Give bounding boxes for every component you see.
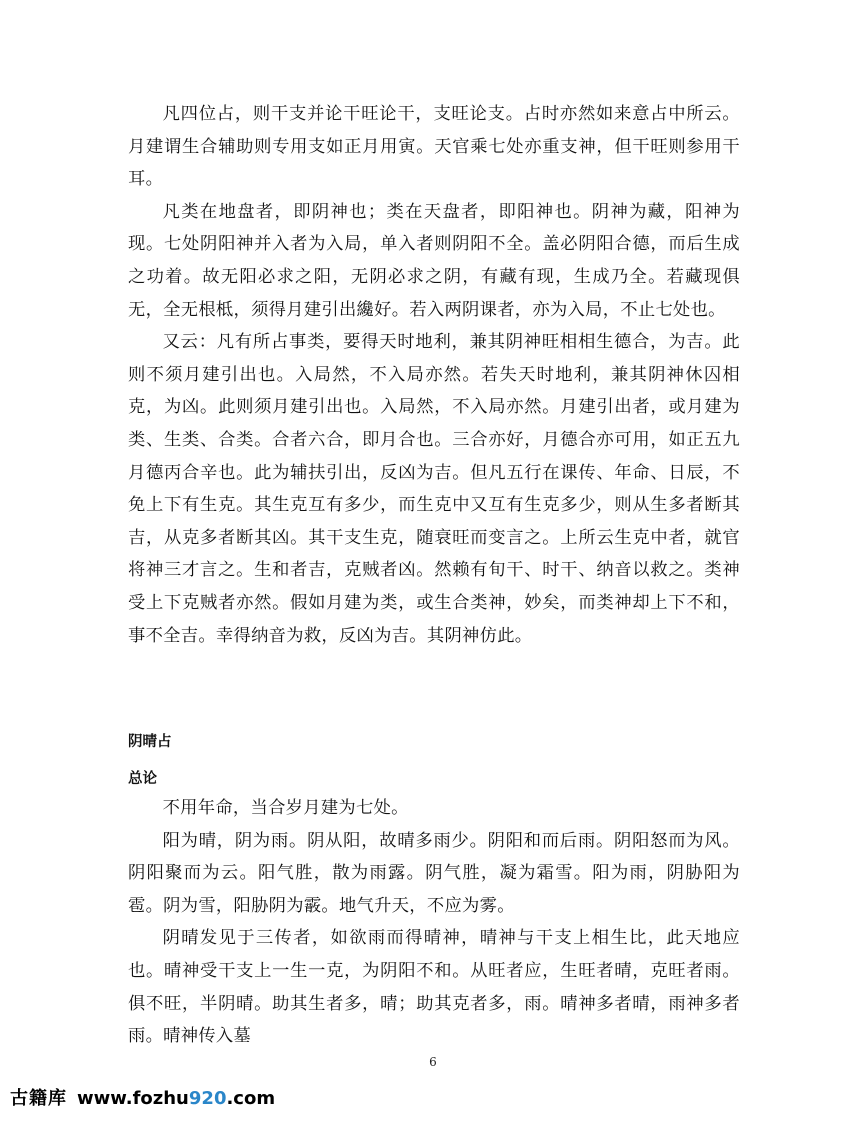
body-text	[128, 98, 740, 652]
section-yin-qing	[128, 733, 740, 1053]
watermark-url-prefix: www.fozhu	[77, 1088, 189, 1109]
paragraph: 又云：凡有所占事类，要得天时地利，兼其阴神旺相相生德合，为吉。此则不须月建引出也。入局然，不入局亦然。若失天时地利，兼其阴神休囚相克，为凶。此则须月建引出也。入局然，不入局亦然。月建引出者，或月建为类、生类、合类。合者六合，即月合也。三合亦好，月德合亦可用，如正五九月德丙合辛也。此为辅扶引出，反凶为吉。但凡五行在课传、年命、日辰，不免上下有生克。其生克互有多少，而生克中又互有生克多少，则从生多者断其吉，从克多者断其凶。其干支生克，随衰旺而变言之。上所云生克中者，就官将神三才言之。生和者吉，克贼者凶。然赖有旬干、时干、纳音以救之。类神受上下克贼者亦然。假如月建为类，或生合类神，妙矣，而类神却上下不和，事不全吉。幸得纳音为救，反凶为吉。其阴神仿此。	[128, 332, 740, 646]
paragraph: 凡类在地盘者，即阴神也；类在天盘者，即阳神也。阴神为藏，阳神为现。七处阴阳神并入者为入局，单入者则阴阳不全。盖必阴阳合德，而后生成之功着。故无阳必求之阳，无阴必求之阴，有藏有现，生成乃全。若藏现俱无，全无根柢，须得月建引出纔好。若入两阴课者，亦为入局，不止七处也。	[128, 201, 740, 320]
page-number: 6	[429, 1055, 437, 1069]
watermark-url-suffix: .com	[226, 1088, 276, 1109]
watermark-url-accent: 920	[188, 1088, 227, 1109]
section-subtitle: 总论	[128, 771, 157, 787]
paragraph: 不用年命，当合岁月建为七处。	[162, 798, 409, 818]
watermark-brand: 古籍库	[10, 1088, 67, 1109]
site-watermark	[10, 1086, 275, 1112]
paragraph: 凡四位占，则干支并论干旺论干，支旺论支。占时亦然如来意占中所云。月建谓生合辅助则专用支如正月用寅。天官乘七处亦重支神，但干旺则参用干耳。	[128, 104, 740, 190]
paragraph: 阳为晴，阴为雨。阴从阳，故晴多雨少。阴阳和而后雨。阴阳怒而为风。阴阳聚而为云。阳气胜，散为雨露。阴气胜，凝为霜雪。阳为雨，阴胁阳为雹。阴为雪，阳胁阴为霰。地气升天，不应为雾。	[128, 830, 740, 916]
paragraph: 阴晴发见于三传者，如欲雨而得晴神，晴神与干支上相生比，此天地应也。晴神受干支上一生一克，为阴阳不和。从旺者应，生旺者晴，克旺者雨。俱不旺，半阴晴。助其生者多，晴；助其克者多，雨。晴神多者晴，雨神多者雨。晴神传入墓	[128, 928, 740, 1047]
section-title: 阴晴占	[128, 734, 172, 750]
